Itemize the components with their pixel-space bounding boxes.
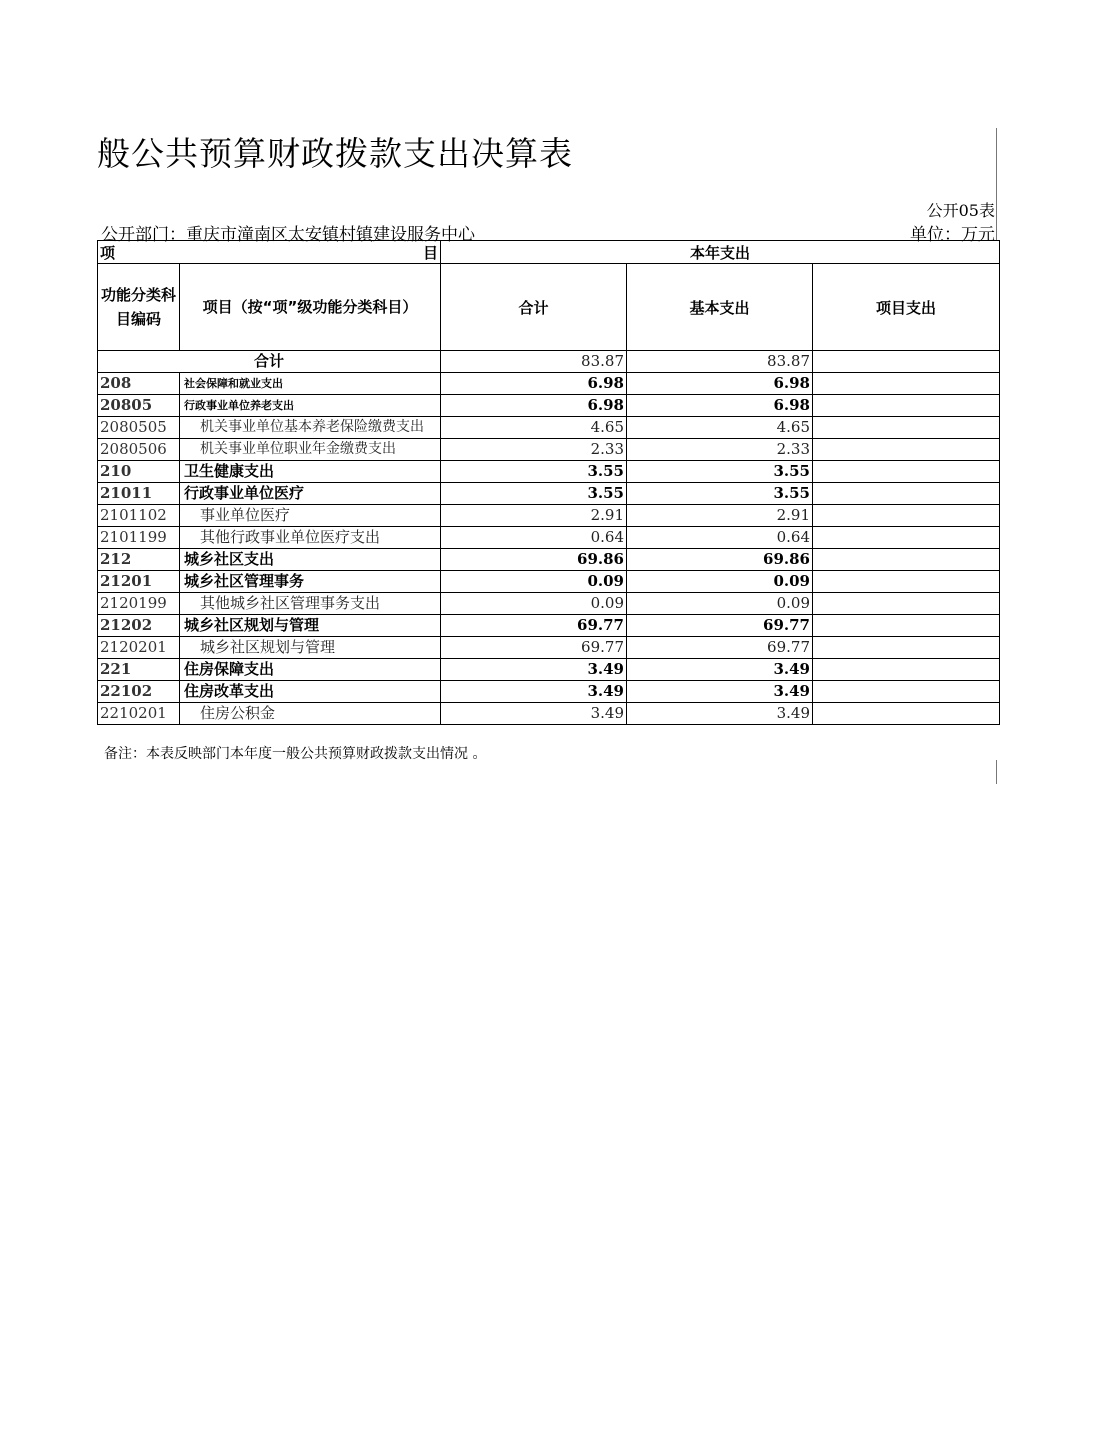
row-basic: 3.55 [627, 483, 813, 505]
table-row [98, 417, 1000, 439]
header-item-cell [98, 241, 441, 264]
header-code: 功能分类科目编码 [98, 264, 180, 351]
row-total: 4.65 [441, 417, 627, 439]
row-name: 事业单位医疗 [180, 505, 441, 527]
department-label: 公开部门：重庆市潼南区太安镇村镇建设服务中心 [101, 225, 475, 245]
row-name: 住房改革支出 [180, 681, 441, 703]
expenditure-table [97, 240, 1000, 725]
row-basic: 0.64 [627, 527, 813, 549]
table-row [98, 373, 1000, 395]
row-name: 行政事业单位养老支出 [180, 395, 441, 417]
total-label: 合计 [98, 351, 441, 373]
row-basic: 6.98 [627, 395, 813, 417]
row-total: 3.49 [441, 659, 627, 681]
row-code: 21202 [98, 615, 180, 637]
row-name: 行政事业单位医疗 [180, 483, 441, 505]
table-row [98, 637, 1000, 659]
row-basic: 3.49 [627, 659, 813, 681]
row-code: 2080505 [98, 417, 180, 439]
table-row [98, 659, 1000, 681]
row-name: 住房公积金 [180, 703, 441, 725]
row-code: 21201 [98, 571, 180, 593]
page-edge-line-lower [996, 760, 997, 784]
header-basic: 基本支出 [627, 264, 813, 351]
row-name: 机关事业单位基本养老保险缴费支出 [180, 417, 441, 439]
row-name: 城乡社区支出 [180, 549, 441, 571]
header-name: 项目（按“项”级功能分类科目） [180, 264, 441, 351]
row-basic: 0.09 [627, 571, 813, 593]
row-project [813, 417, 1000, 439]
total-basic: 83.87 [627, 351, 813, 373]
row-total: 69.86 [441, 549, 627, 571]
row-project [813, 615, 1000, 637]
row-project [813, 395, 1000, 417]
row-total: 69.77 [441, 615, 627, 637]
row-code: 2080506 [98, 439, 180, 461]
row-code: 2101102 [98, 505, 180, 527]
row-total: 69.77 [441, 637, 627, 659]
row-name: 城乡社区规划与管理 [180, 615, 441, 637]
row-basic: 3.49 [627, 681, 813, 703]
table-row [98, 681, 1000, 703]
row-project [813, 659, 1000, 681]
row-project [813, 703, 1000, 725]
row-project [813, 461, 1000, 483]
row-total: 3.49 [441, 681, 627, 703]
row-total: 2.33 [441, 439, 627, 461]
table-row [98, 461, 1000, 483]
table-row [98, 615, 1000, 637]
row-total: 0.09 [441, 571, 627, 593]
unit-label: 单位：万元 [910, 225, 995, 245]
row-code: 212 [98, 549, 180, 571]
row-total: 6.98 [441, 395, 627, 417]
row-total: 6.98 [441, 373, 627, 395]
table-row [98, 483, 1000, 505]
row-total: 2.91 [441, 505, 627, 527]
total-project [813, 351, 1000, 373]
row-name: 其他城乡社区管理事务支出 [180, 593, 441, 615]
row-project [813, 505, 1000, 527]
row-basic: 0.09 [627, 593, 813, 615]
table-row [98, 571, 1000, 593]
row-code: 21011 [98, 483, 180, 505]
form-number: 公开05表 [926, 201, 995, 220]
row-code: 210 [98, 461, 180, 483]
table-row [98, 527, 1000, 549]
row-basic: 69.77 [627, 637, 813, 659]
row-name: 社会保障和就业支出 [180, 373, 441, 395]
page-edge-line [996, 128, 997, 240]
row-name: 城乡社区管理事务 [180, 571, 441, 593]
row-project [813, 571, 1000, 593]
row-basic: 3.49 [627, 703, 813, 725]
row-total: 0.09 [441, 593, 627, 615]
row-basic: 6.98 [627, 373, 813, 395]
row-project [813, 483, 1000, 505]
row-project [813, 439, 1000, 461]
row-basic: 4.65 [627, 417, 813, 439]
page-title: 般公共预算财政拨款支出决算表 [97, 134, 573, 173]
row-project [813, 593, 1000, 615]
row-basic: 2.33 [627, 439, 813, 461]
row-name: 城乡社区规划与管理 [180, 637, 441, 659]
row-name: 机关事业单位职业年金缴费支出 [180, 439, 441, 461]
row-name: 卫生健康支出 [180, 461, 441, 483]
row-code: 208 [98, 373, 180, 395]
row-code: 2120201 [98, 637, 180, 659]
row-total: 3.55 [441, 461, 627, 483]
row-code: 20805 [98, 395, 180, 417]
table-row [98, 395, 1000, 417]
row-code: 221 [98, 659, 180, 681]
total-amount: 83.87 [441, 351, 627, 373]
row-total: 3.49 [441, 703, 627, 725]
row-project [813, 549, 1000, 571]
header-row-2 [98, 264, 1000, 351]
header-item-right: 目 [422, 243, 438, 262]
row-code: 2120199 [98, 593, 180, 615]
row-name: 其他行政事业单位医疗支出 [180, 527, 441, 549]
row-code: 22102 [98, 681, 180, 703]
row-basic: 2.91 [627, 505, 813, 527]
row-project [813, 373, 1000, 395]
table-row [98, 703, 1000, 725]
header-current-year: 本年支出 [441, 241, 1000, 264]
table-row [98, 505, 1000, 527]
total-row [98, 351, 1000, 373]
table-row [98, 593, 1000, 615]
table-note: 备注：本表反映部门本年度一般公共预算财政拨款支出情况 。 [104, 746, 487, 762]
table-row [98, 439, 1000, 461]
row-name: 住房保障支出 [180, 659, 441, 681]
header-total: 合计 [441, 264, 627, 351]
header-item-left: 项 [100, 243, 116, 262]
table-row [98, 549, 1000, 571]
row-project [813, 637, 1000, 659]
header-row-1 [98, 241, 1000, 264]
row-code: 2210201 [98, 703, 180, 725]
row-total: 0.64 [441, 527, 627, 549]
row-project [813, 681, 1000, 703]
row-code: 2101199 [98, 527, 180, 549]
row-basic: 69.86 [627, 549, 813, 571]
row-total: 3.55 [441, 483, 627, 505]
row-project [813, 527, 1000, 549]
row-basic: 69.77 [627, 615, 813, 637]
header-project: 项目支出 [813, 264, 1000, 351]
row-basic: 3.55 [627, 461, 813, 483]
